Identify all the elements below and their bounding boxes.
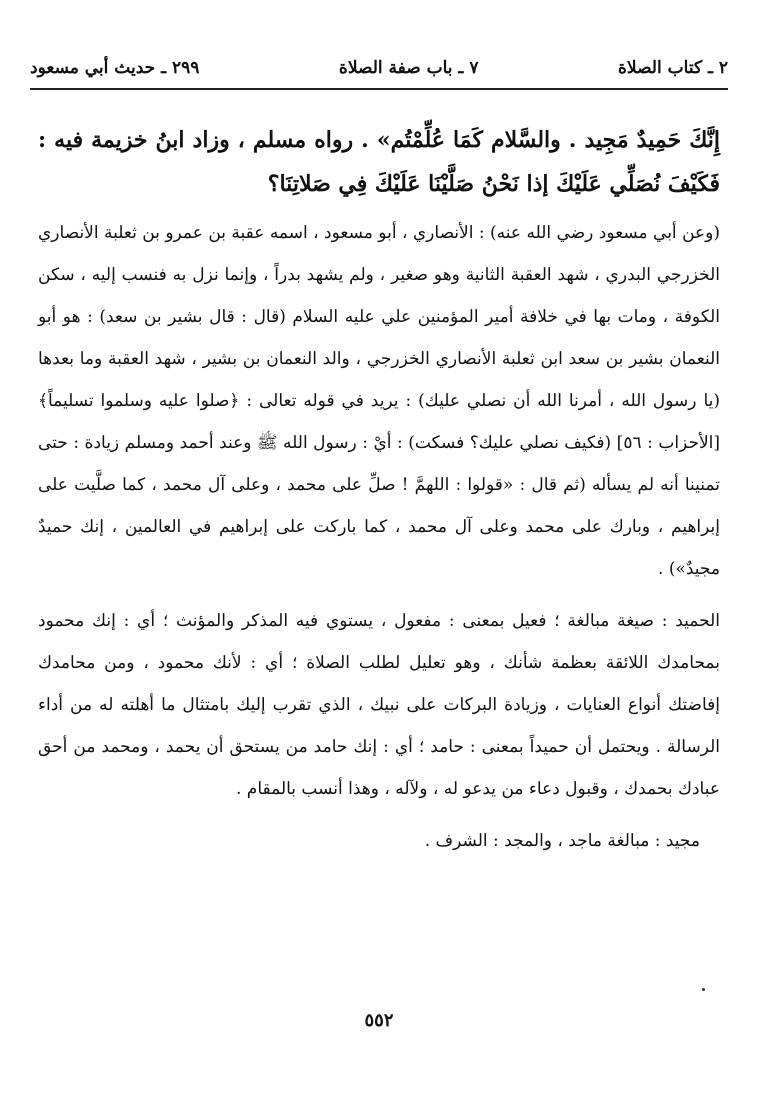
page-number: ٥٥٢	[364, 1010, 394, 1031]
page-content	[38, 118, 720, 862]
header-hadith-title: ٢٩٩ ـ حديث أبي مسعود	[30, 58, 200, 78]
print-speck	[702, 988, 705, 991]
commentary-paragraph-2: الحميد : صيغة مبالغة ؛ فعيل بمعنى : مفعول ، يستوي فيه المذكر والمؤنث ؛ أي : إنك محمود بمحامدك اللائقة بعظمة شأنك ، وهو تعليل لطلب الصلاة ؛ أي : لأنك محمود ، ومن محامدك إفاضتك أنواع العنايات ، وزيادة البركات على نبيك ، الذي تقرب إليك بامتثال ما أهلته له من أداء الرسالة . ويحتمل أن حميداً بمعنى : حامد ؛ أي : إنك حامد من يستحق أن يحمد ، ومحمد من أحق عبادك بحمدك ، وقبول دعاء من يدعو له ، ولآله ، وهذا أنسب بالمقام .	[38, 611, 720, 799]
running-header	[30, 48, 728, 90]
commentary-paragraph-3: مجيد : مبالغة ماجد ، والمجد : الشرف .	[424, 831, 700, 851]
hadith-text: إِنَّكَ حَمِيدٌ مَجِيد . والسَّلام كَمَا عُلِّمْتُم» . رواه مسلم ، وزاد ابنُ خزيمة فيه : فَكَيْفَ نُصَلِّي عَلَيْكَ إذا نَحْنُ صَلَّيْنَا عَلَيْكَ فِي صَلاتِنَا؟	[38, 127, 720, 197]
commentary-paragraph-1: (وعن أبي مسعود رضي الله عنه) : الأنصاري ، أبو مسعود ، اسمه عقبة بن عمرو بن ثعلبة الأنصاري الخزرجي البدري ، شهد العقبة الثانية وهو صغير ، ولم يشهد بدراً ، وإنما نزل به فنسب إليه ، سكن الكوفة ، ومات بها في خلافة أمير المؤمنين علي عليه السلام (قال : قال بشير بن سعد) : هو أبو النعمان بشير بن سعد ابن ثعلبة الأنصاري الخزرجي ، والد النعمان بن بشير ، شهد العقبة وما بعدها (يا رسول الله ، أمرنا الله أن نصلي عليك) : يريد في قوله تعالى : ﴿صلوا عليه وسلموا تسليماً﴾ [الأحزاب : ٥٦] (فكيف نصلي عليك؟ فسكت) : أيْ : رسول الله ﷺ وعند أحمد ومسلم زيادة : حتى تمنينا أنه لم يسأله (ثم قال : «قولوا : اللهمَّ ! صلِّ على محمد ، وعلى آل محمد ، كما صلَّيت على إبراهيم ، وبارك على محمد وعلى آل محمد ، كما باركت على إبراهيم في العالمين ، إنك حميدٌ مجيدٌ») .	[38, 223, 720, 579]
header-chapter-title: ٧ ـ باب صفة الصلاة	[338, 58, 479, 78]
header-book-title: ٢ ـ كتاب الصلاة	[618, 58, 728, 78]
